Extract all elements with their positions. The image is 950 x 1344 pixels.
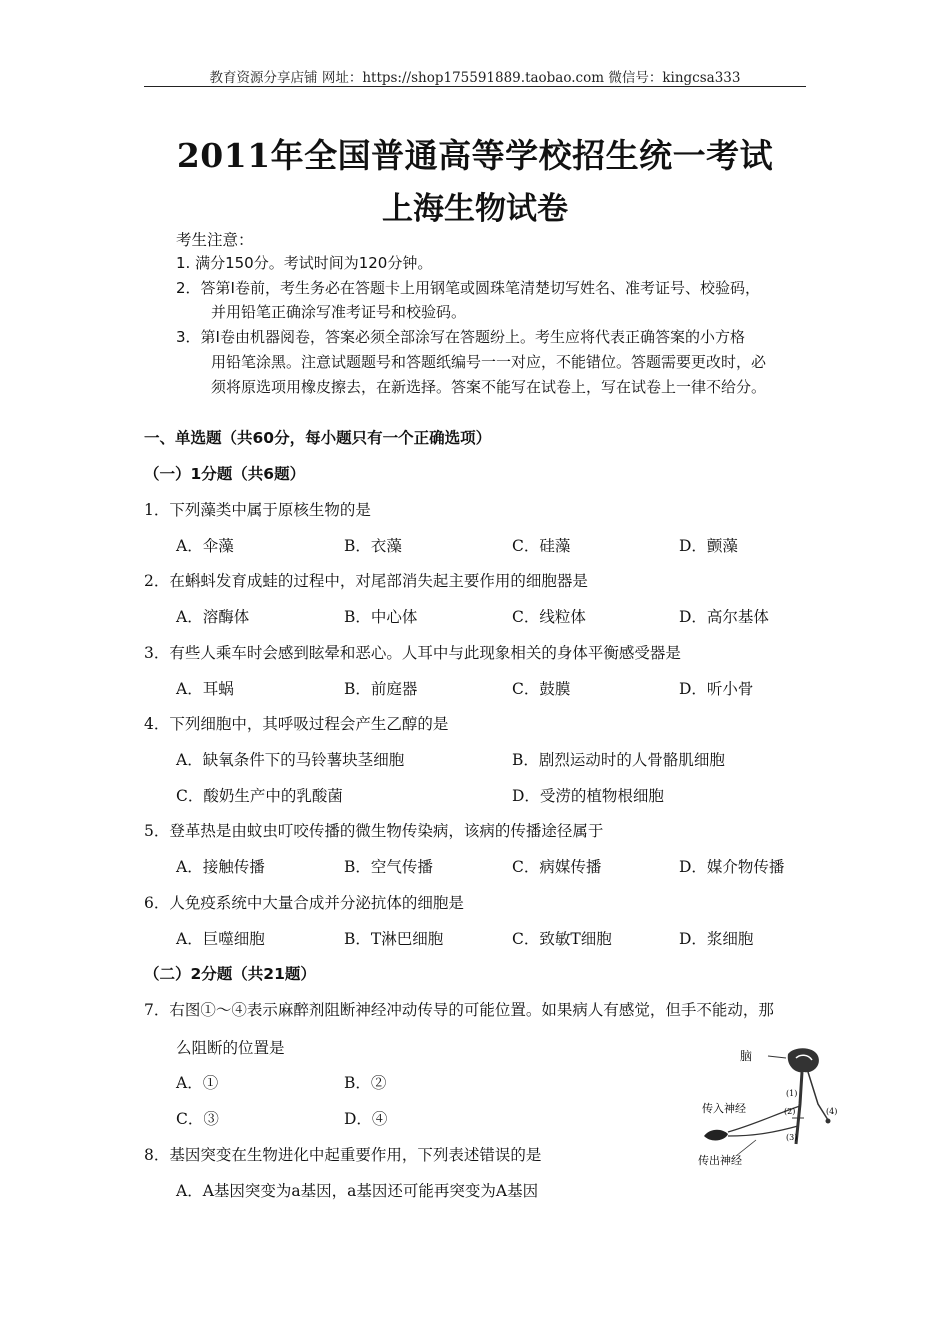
option: C．酸奶生产中的乳酸菌 — [176, 787, 343, 805]
option: A．耳蜗 — [176, 680, 234, 698]
notice-item: 并用铅笔正确涂写准考证号和校验码。 — [211, 303, 467, 321]
option: C．③ — [176, 1110, 219, 1128]
option: A．溶酶体 — [176, 608, 250, 626]
efferent-nerve-label: 传出神经 — [698, 1154, 742, 1167]
notice-item: 用铅笔涂黑。注意试题题号和答题纸编号一一对应，不能错位。答题需要更改时，必 — [211, 353, 767, 371]
notice-item: 1. 满分150分。考试时间为120分钟。 — [176, 254, 433, 272]
question-stem: 8．基因突变在生物进化中起重要作用，下列表述错误的是 — [144, 1146, 542, 1164]
page-header: 教育资源分享店铺 网址：https://shop175591889.taobao.com 微信号：kingcsa333 — [209, 70, 741, 86]
part-title: （一）1分题（共6题） — [144, 465, 306, 483]
notice-heading: 考生注意： — [176, 231, 254, 249]
option: C．致敏T细胞 — [512, 930, 612, 948]
option: C．病媒传播 — [512, 858, 602, 876]
option: A．① — [176, 1074, 219, 1092]
question-stem: 3．有些人乘车时会感到眩晕和恶心。人耳中与此现象相关的身体平衡感受器是 — [144, 644, 681, 662]
nerve-pathway-figure — [696, 1044, 846, 1174]
question-stem: 2．在蝌蚪发育成蛙的过程中，对尾部消失起主要作用的细胞器是 — [144, 572, 588, 590]
option: D．受涝的植物根细胞 — [512, 787, 664, 805]
option: D．高尔基体 — [679, 608, 769, 626]
question-stem: 1．下列藻类中属于原核生物的是 — [144, 501, 371, 519]
option: B．衣藻 — [344, 537, 402, 555]
option: B．剧烈运动时的人骨骼肌细胞 — [512, 751, 725, 769]
option: A．A基因突变为a基因，a基因还可能再突变为A基因 — [176, 1182, 539, 1200]
exam-title: 2011年全国普通高等学校招生统一考试 — [176, 136, 774, 175]
option: B．② — [344, 1074, 387, 1092]
option: D．媒介物传播 — [679, 858, 785, 876]
question-stem: 5．登革热是由蚊虫叮咬传播的微生物传染病，该病的传播途径属于 — [144, 822, 604, 840]
brain-label: 脑 — [740, 1049, 753, 1063]
option: D．颤藻 — [679, 537, 738, 555]
mark-4: (4) — [826, 1107, 838, 1116]
section-title: 一、单选题（共60分，每小题只有一个正确选项） — [144, 429, 492, 447]
brain-shape — [788, 1048, 819, 1072]
option: D．④ — [344, 1110, 388, 1128]
exam-subtitle: 上海生物试卷 — [382, 191, 568, 227]
option: B．空气传播 — [344, 858, 433, 876]
option: A．巨噬细胞 — [176, 930, 265, 948]
question-stem: 4．下列细胞中，其呼吸过程会产生乙醇的是 — [144, 715, 449, 733]
option: A．接触传播 — [176, 858, 265, 876]
option: C．硅藻 — [512, 537, 571, 555]
hand-shape — [704, 1130, 728, 1141]
option: A．伞藻 — [176, 537, 234, 555]
mark-3: (3) — [786, 1133, 798, 1142]
notice-item: 3．第Ⅰ卷由机器阅卷，答案必须全部涂写在答题纷上。考生应将代表正确答案的小方格 — [176, 328, 745, 346]
afferent-nerve-label: 传入神经 — [702, 1102, 746, 1115]
option: B．T淋巴细胞 — [344, 930, 444, 948]
option: D．听小骨 — [679, 680, 754, 698]
mark-1: (1) — [786, 1089, 798, 1098]
option: D．浆细胞 — [679, 930, 754, 948]
option: B．前庭器 — [344, 680, 418, 698]
notice-item: 须将原选项用橡皮擦去，在新选择。答案不能写在试卷上，写在试卷上一律不给分。 — [211, 378, 767, 396]
option: C．鼓膜 — [512, 680, 571, 698]
mark-2: (2) — [784, 1107, 796, 1116]
part-title: （二）2分题（共21题） — [144, 965, 316, 983]
question-stem: 6．人免疫系统中大量合成并分泌抗体的细胞是 — [144, 894, 464, 912]
option: C．线粒体 — [512, 608, 586, 626]
question-stem-continued: 么阻断的位置是 — [176, 1039, 285, 1057]
notice-item: 2．答第Ⅰ卷前，考生务必在答题卡上用钢笔或圆珠笔清楚切写姓名、准考证号、校验码， — [176, 279, 760, 297]
header-rule — [144, 86, 806, 87]
option: A．缺氧条件下的马铃薯块茎细胞 — [176, 751, 405, 769]
question-stem: 7．右图①～④表示麻醉剂阻断神经冲动传导的可能位置。如果病人有感觉，但手不能动，那 — [144, 1001, 774, 1019]
option: B．中心体 — [344, 608, 418, 626]
